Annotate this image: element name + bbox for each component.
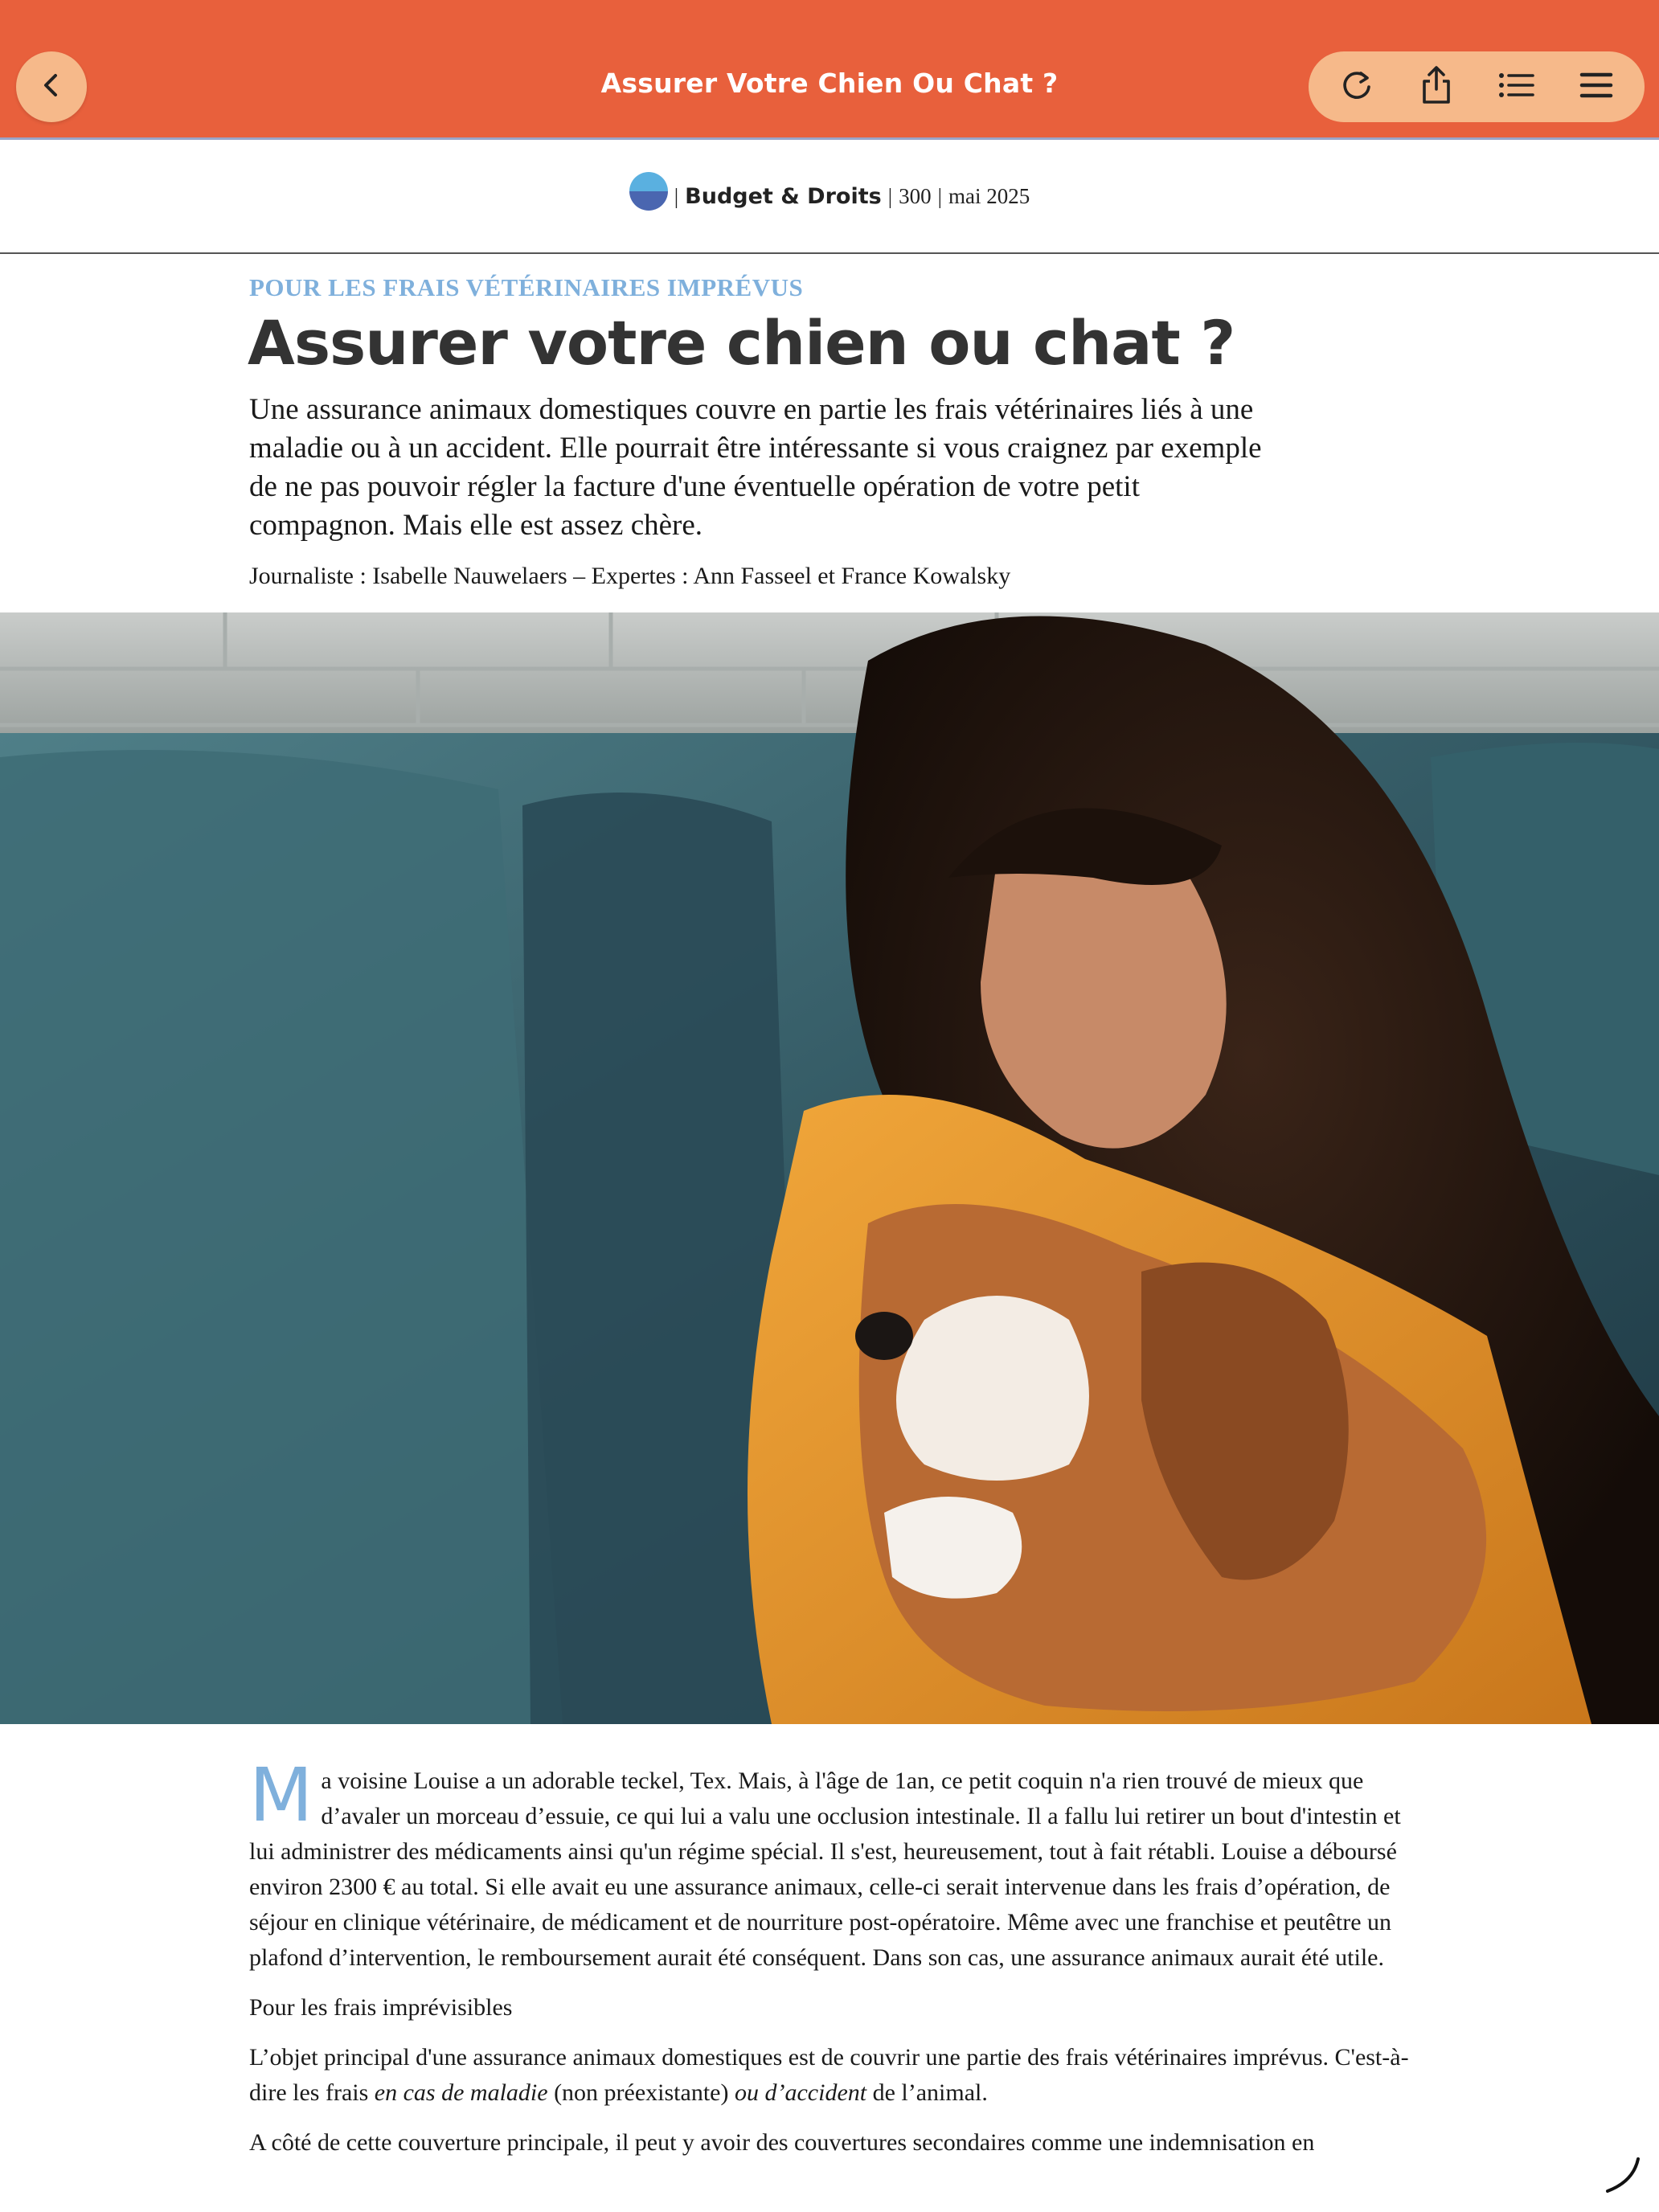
article-headline: Assurer votre chien ou chat ? <box>248 307 1235 379</box>
paragraph-text: L’objet principal d'une assurance animaux domestiques est de couvrir une partie des frais vétérinaires imprévus. C'est-à-dire les frais <box>249 2044 1409 2106</box>
divider <box>0 252 1659 254</box>
paragraph-text: a voisine Louise a un adorable teckel, Tex. Mais, à l'âge de 1an, ce petit coquin n'a rien trouvé de mieux que d’avaler un morceau d’essuie, ce qui lui a valu une occlusion intestinale. Il a fallu lui retirer un bout d'intestin et lui administrer des médicaments ainsi qu'un régime spécial. Il s'est, heureusement, tout à fait rétabli. Louise a déboursé environ 2300 € au total. Si elle avait eu une assurance animaux, celle-ci serait intervenue dans les frais d’opération, de séjour en clinique vétérinaire, de médicament et de nourriture post-opératoire. Même avec une franchise et peutêtre un plafond d’intervention, le remboursement aurait été conséquent. Dans son cas, une assurance animaux aurait été utile. <box>249 1768 1401 1971</box>
list-icon <box>1497 69 1536 105</box>
meta-separator: | <box>674 183 679 208</box>
refresh-icon <box>1338 67 1375 108</box>
article-body <box>249 1752 1415 2175</box>
paragraph-text: de l’animal. <box>866 2079 988 2106</box>
meta-separator: | <box>937 183 942 208</box>
paragraph-text: (non préexistante) <box>547 2079 735 2106</box>
contents-button[interactable] <box>1489 59 1545 115</box>
refresh-button[interactable] <box>1329 59 1385 115</box>
paragraph: A côté de cette couverture principale, il peut y avoir des couvertures secondaires comme une indemnisation en <box>249 2129 1315 2156</box>
issue-number: 300 <box>899 183 932 208</box>
emphasis: ou d’accident <box>734 2079 867 2106</box>
share-icon <box>1418 65 1455 109</box>
article-byline: Journaliste : Isabelle Nauwelaers – Expertes : Ann Fasseel et France Kowalsky <box>249 563 1011 589</box>
share-button[interactable] <box>1408 59 1464 115</box>
emphasis: en cas de maladie <box>374 2079 548 2106</box>
page-curl-icon[interactable] <box>1601 2154 1643 2196</box>
paragraph <box>249 1752 1415 1976</box>
subheading: Pour les frais imprévisibles <box>249 1994 513 2021</box>
top-navigation-bar <box>0 0 1659 140</box>
meta-separator: | <box>887 183 893 208</box>
hero-photo <box>0 612 1659 1724</box>
issue-date: mai 2025 <box>948 183 1030 208</box>
drop-cap: M <box>249 1752 313 1838</box>
hero-illustration <box>0 612 1659 1724</box>
menu-icon <box>1577 69 1616 105</box>
page-title: Assurer Votre Chien Ou Chat ? <box>600 68 1059 99</box>
paragraph <box>249 2040 1415 2111</box>
section-logo-icon <box>629 172 668 211</box>
toolbar <box>1309 51 1645 122</box>
issue-meta <box>0 172 1659 220</box>
article-kicker: POUR LES FRAIS VÉTÉRINAIRES IMPRÉVUS <box>249 273 804 301</box>
menu-button[interactable] <box>1568 59 1624 115</box>
section-name: Budget & Droits <box>685 183 882 209</box>
article-lead: Une assurance animaux domestiques couvre en partie les frais vétérinaires liés à une maladie ou à un accident. Elle pourrait être intéressante si vous craignez par exemple de ne pas pouvoir régler la facture d'une éventuelle opération de votre petit compagnon. Mais elle est assez chère. <box>249 393 1262 542</box>
